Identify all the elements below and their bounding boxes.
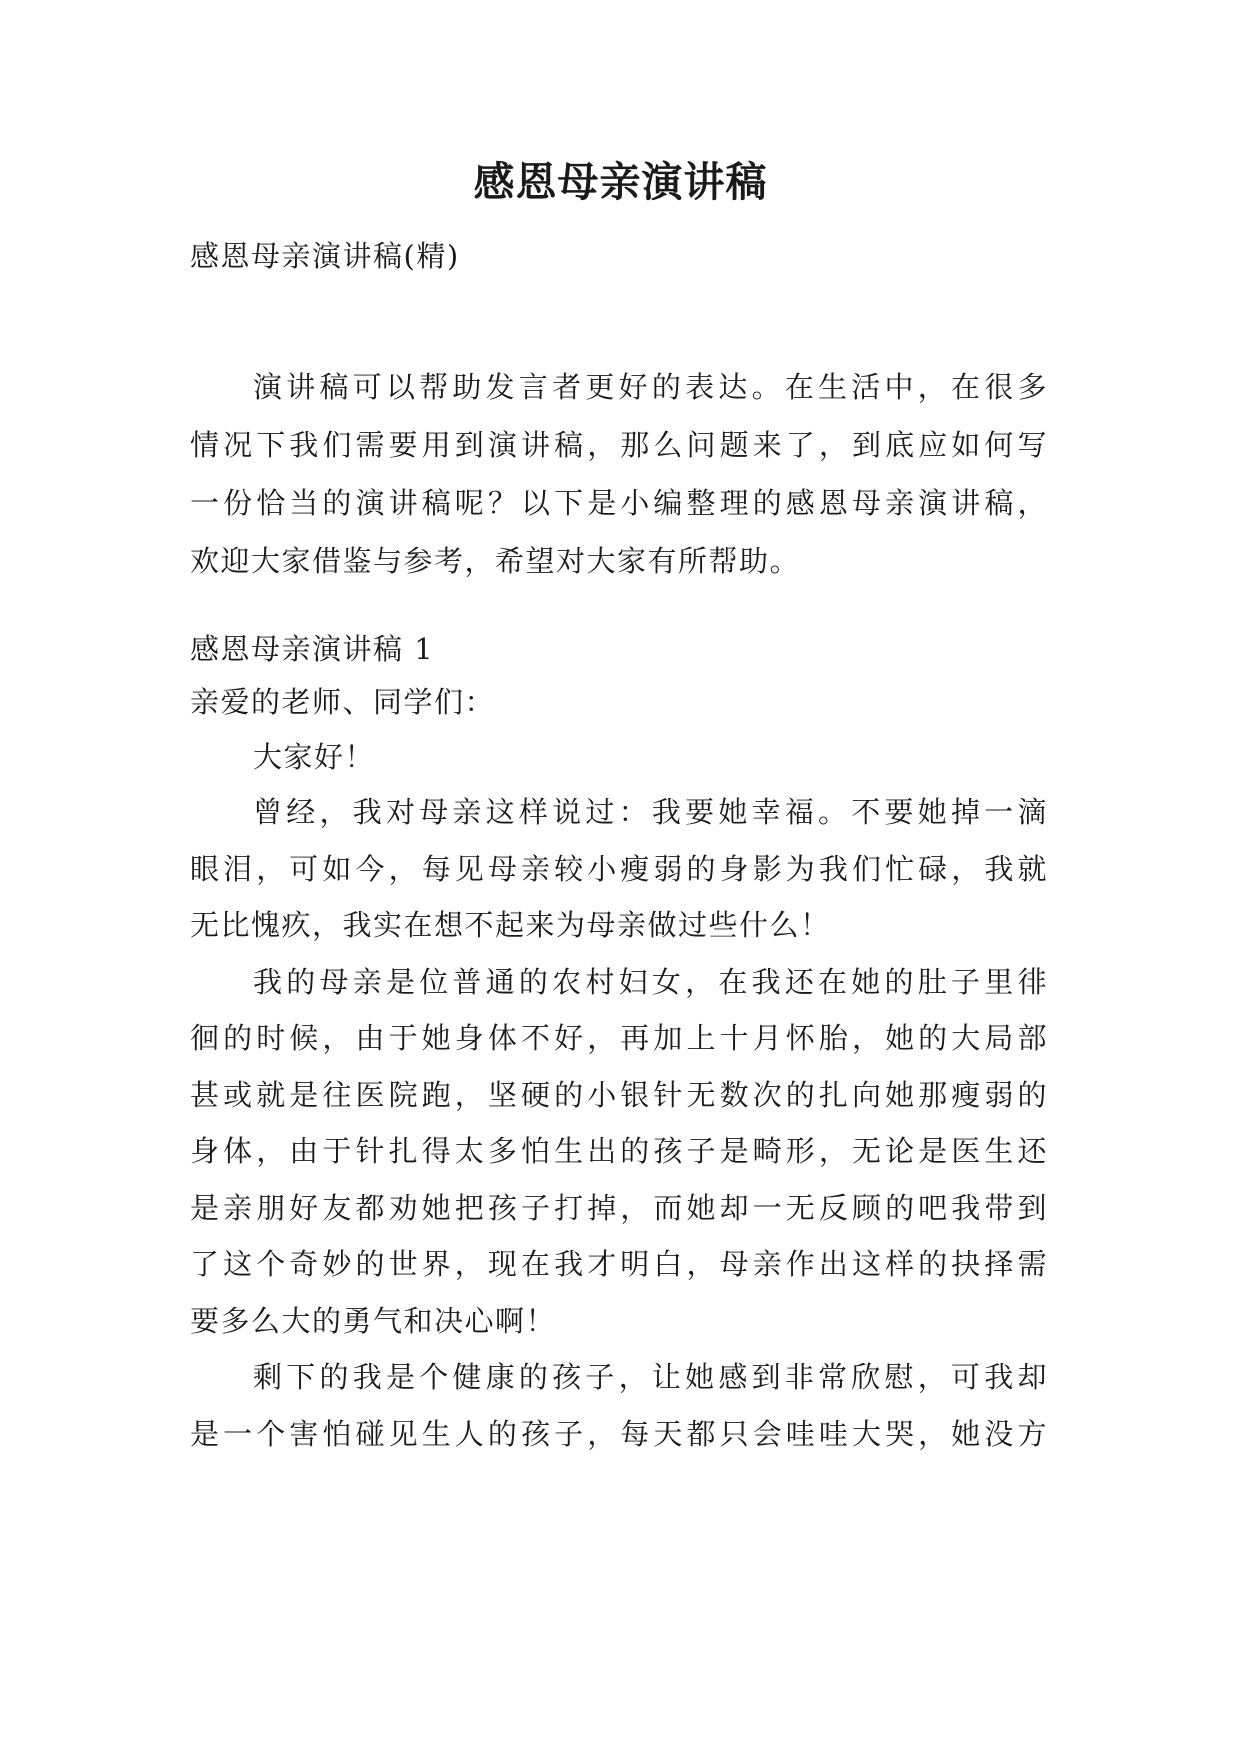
para2-line-2: 徊的时候，由于她身体不好，再加上十月怀胎，她的大局部: [190, 1021, 1048, 1055]
intro-line-4: 欢迎大家借鉴与参考，希望对大家有所帮助。: [190, 544, 801, 578]
document-title: 感恩母亲演讲稿: [473, 158, 768, 206]
para1-line-3: 无比愧疚，我实在想不起来为母亲做过些什么！: [190, 908, 831, 942]
greeting: 大家好！: [253, 740, 376, 774]
para2-line-5: 是亲朋好友都劝她把孩子打掉，而她却一无反顾的吧我带到: [190, 1191, 1048, 1225]
intro-line-3: 一份恰当的演讲稿呢？以下是小编整理的感恩母亲演讲稿，: [190, 486, 1048, 520]
salutation: 亲爱的老师、同学们：: [190, 685, 496, 719]
para2-line-1: 我的母亲是位普通的农村妇女，在我还在她的肚子里徘: [253, 965, 1048, 999]
para2-line-3: 甚或就是往医院跑，坚硬的小银针无数次的扎向她那瘦弱的: [190, 1078, 1048, 1112]
intro-line-2: 情况下我们需要用到演讲稿，那么问题来了，到底应如何写: [190, 428, 1048, 462]
para1-line-2: 眼泪，可如今，每见母亲较小瘦弱的身影为我们忙碌，我就: [190, 852, 1048, 886]
para3-line-1: 剩下的我是个健康的孩子，让她感到非常欣慰，可我却: [253, 1360, 1048, 1394]
para2-line-4: 身体，由于针扎得太多怕生出的孩子是畸形，无论是医生还: [190, 1134, 1048, 1168]
section-heading: 感恩母亲演讲稿 1: [190, 632, 435, 666]
document-subtitle: 感恩母亲演讲稿(精): [190, 239, 460, 273]
intro-line-1: 演讲稿可以帮助发言者更好的表达。在生活中，在很多: [253, 370, 1048, 404]
para2-line-7: 要多么大的勇气和决心啊！: [190, 1304, 557, 1338]
para2-line-6: 了这个奇妙的世界，现在我才明白，母亲作出这样的抉择需: [190, 1247, 1048, 1281]
para1-line-1: 曾经，我对母亲这样说过：我要她幸福。不要她掉一滴: [253, 795, 1048, 829]
para3-line-2: 是一个害怕碰见生人的孩子，每天都只会哇哇大哭，她没方: [190, 1417, 1048, 1451]
